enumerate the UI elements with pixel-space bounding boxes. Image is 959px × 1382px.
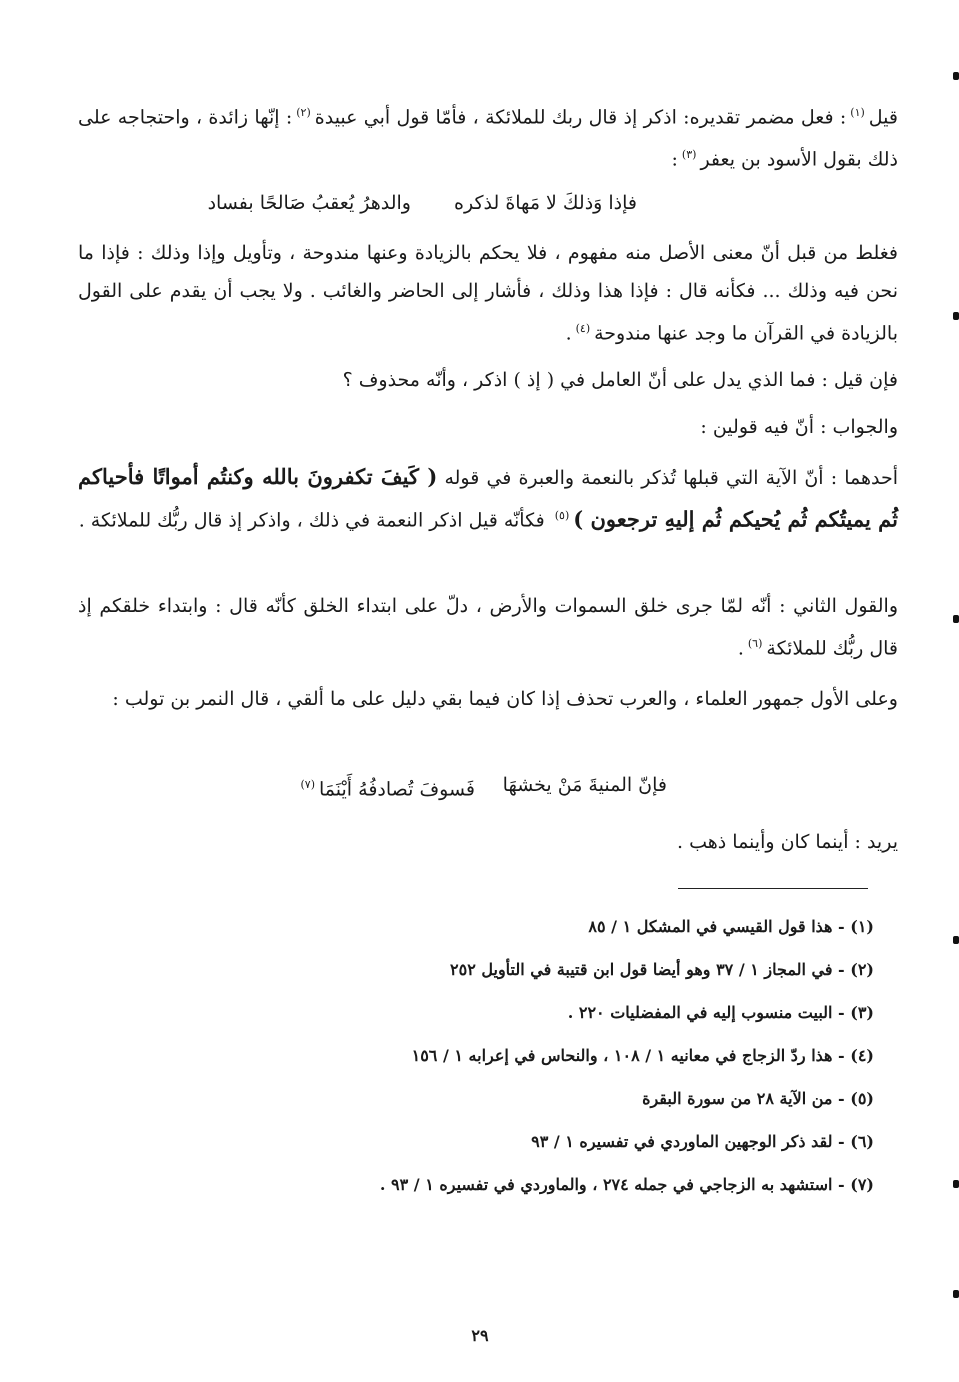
footnote-5: (٥) - من الآية ٢٨ من سورة البقرة xyxy=(642,1089,874,1108)
footnotes xyxy=(300,905,874,1206)
verse-2-right-hemistich: فإنّ المنيةَ مَنْ يخشهَا xyxy=(502,774,667,796)
paragraph-2 xyxy=(78,234,898,352)
paragraph-5 xyxy=(78,458,898,539)
paragraph-3: فإن قيل : فما الذي يدل على أنّ العامل في ( إذ ) اذكر ، وأنّه محذوف ؟ xyxy=(342,369,898,391)
text: أحدهما : أنّ الآية التي قبلها تُذكر بالنعمة والعبرة في قوله xyxy=(444,467,898,489)
footnote-ref-7[interactable]: (٧) xyxy=(300,778,316,791)
page-number: ٢٩ xyxy=(471,1326,489,1345)
footnote-6: (٦) - لقد ذكر الوجهين الماوردي في تفسيره ١ / ٩٣ xyxy=(531,1132,874,1151)
paragraph-8: يريد : أينما كان وأينما ذهب . xyxy=(677,831,898,853)
paragraph-7: وعلى الأول جمهور العلماء ، والعرب تحذف إذا كان فيما بقي دليل على ما ألقي ، قال النمر بن تولب : xyxy=(112,688,898,710)
scan-edge-mark xyxy=(953,312,959,320)
footnote-4: (٤) - هذا ردّ الزجاج في معانيه ١ / ١٠٨ ، والنحاس في إعرابه ١ / ١٥٦ xyxy=(411,1046,874,1065)
scan-edge-mark xyxy=(953,1180,959,1188)
footnote-ref-3[interactable]: (٣) xyxy=(681,148,697,162)
text: . xyxy=(565,322,572,345)
footnote-1: (١) - هذا قول القيسي في المشكل ١ / ٨٥ xyxy=(588,917,874,936)
paragraph-1 xyxy=(78,94,898,179)
footnote-ref-2[interactable]: (٢) xyxy=(296,106,311,119)
verse-1-right-hemistich: فإذا وَذلكَ لا مَهاةَ لذكره xyxy=(454,192,637,214)
text: فكأنّه قيل اذكر النعمة في ذلك ، واذكر إذ قال ربُّك للملائكة . xyxy=(78,509,545,532)
footnote-7: (٧) - استشهد به الزجاجي في جمله ٢٧٤ ، والماوردي في تفسيره ١ / ٩٣ . xyxy=(379,1175,874,1194)
text: : إنّها زائدة ، واحتجاجه على ذلك بقول الأسود بن يعفر xyxy=(78,106,898,171)
text: . xyxy=(737,637,744,660)
text: فَسوفَ تُصادفُهُ أَيْنَمَا xyxy=(319,778,475,801)
scan-edge-mark xyxy=(953,72,959,80)
footnote-ref-4[interactable]: (٤) xyxy=(575,322,591,335)
quran-verse: ( كَيفَ تكفرونَ بالله وكنتُم أمواتًا فأحياكم ثُم يميتُكم ثُم يُحيكم ثُم إليهِ ترجعون ) xyxy=(78,464,898,532)
paragraph-6 xyxy=(78,587,898,667)
footnote-separator xyxy=(678,888,868,889)
text: : فعل مضمر تقديره: اذكر إذ قال ربك للملائكة ، فأمّا قول أبي عبيدة xyxy=(314,106,847,129)
text: فغلط من قبل أنّ معنى الأصل منه مفهوم ، فلا يحكم بالزيادة وعنها مندوحة ، وتأويل وإذا وذلك : فإذا ما نحن فيه وذلك ... فكأنه قال : فإذا هذا وذلك ، فأشار إلى الحاضر والغائب . ولا يجب أن يقدم على القول بالزيادة في القرآن ما وجد عنها مندوحة xyxy=(78,242,898,345)
footnote-2: (٢) - في المجاز ١ / ٣٧ وهو أيضا قول ابن قتيبة في التأويل ٢٥٢ xyxy=(450,960,874,979)
verse-1-left-hemistich: والدهرُ يُعقبُ صَالحًا بفساد xyxy=(207,192,411,214)
text: : xyxy=(671,148,678,171)
scan-edge-mark xyxy=(953,615,959,623)
scan-edge-mark xyxy=(953,1290,959,1298)
footnote-ref-6[interactable]: (٦) xyxy=(747,637,763,650)
text: والقول الثاني : أنّه لمّا جرى خلق السموات والأرض ، دلّ على ابتداء الخلق كأنّه قال : وابتداء خلقكم إذ قال ربُّك للملائكة xyxy=(78,595,898,660)
footnote-ref-5[interactable]: (٥) xyxy=(554,509,570,522)
footnote-ref-1[interactable]: (١) xyxy=(850,106,865,119)
scan-edge-mark xyxy=(953,936,959,944)
verse-2-left-hemistich xyxy=(297,770,476,804)
text: قيل xyxy=(868,106,898,129)
paragraph-4: والجواب : أنّ فيه قولين : xyxy=(700,416,898,438)
footnote-3: (٣) - البيت منسوب إليه في المفضليات ٢٢٠ . xyxy=(567,1003,874,1022)
